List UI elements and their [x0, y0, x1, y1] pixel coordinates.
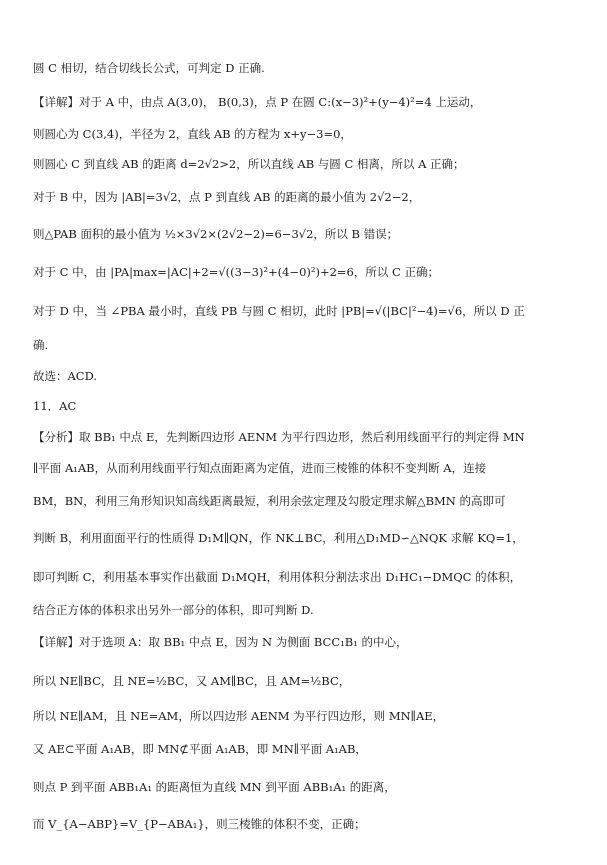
text-line: 结合正方体的体积求出另外一部分的体积，即可判断 D. — [33, 603, 314, 617]
text-line: 所以 NE∥BC，且 NE=½BC，又 AM∥BC，且 AM=½BC， — [33, 674, 351, 688]
text-line: 对于 B 中，因为 |AB|=3√2，点 P 到直线 AB 的距离的最小值为 2√2−2， — [33, 190, 421, 204]
text-line: 【分析】取 BB₁ 中点 E，先判断四边形 AENM 为平行四边形，然后利用线面平行的判定得 MN — [33, 430, 525, 444]
text-line: 判断 B，利用面面平行的性质得 D₁M∥QN，作 NK⊥BC，利用△D₁MD∽△NQK 求解 KQ=1， — [33, 531, 524, 545]
text-line: 则圆心为 C(3,4)，半径为 2，直线 AB 的方程为 x+y−3=0， — [33, 127, 352, 141]
text-line: BM，BN，利用三角形知识知高线距离最短，利用余弦定理及勾股定理求解△BMN 的高即可 — [33, 494, 506, 508]
text-line: 确. — [33, 338, 49, 352]
text-line: ∥平面 A₁AB，从而利用线面平行知点面距离为定值，进而三棱锥的体积不变判断 A，连接 — [33, 461, 487, 475]
text-line: 【详解】对于 A 中，由点 A(3,0)， B(0,3)，点 P 在圆 C:(x−3)²+(y−4)²=4 上运动， — [33, 95, 482, 109]
text-line: 而 V_{A−ABP}=V_{P−ABA₁}，则三棱锥的体积不变，正确； — [33, 817, 366, 831]
text-line: 所以 NE∥AM，且 NE=AM，所以四边形 AENM 为平行四边形，则 MN∥AE， — [33, 709, 445, 723]
text-line: 对于 D 中，当 ∠PBA 最小时，直线 PB 与圆 C 相切，此时 |PB|=√(|BC|²−4)=√6，所以 D 正 — [33, 304, 525, 318]
text-line: 则△PAB 面积的最小值为 ½×3√2×(2√2−2)=6−3√2，所以 B 错误； — [33, 227, 399, 241]
text-line: 即可判断 C，利用基本事实作出截面 D₁MQH，利用体积分割法求出 D₁HC₁−DMQC 的体积， — [33, 570, 522, 584]
text-line: 则圆心 C 到直线 AB 的距离 d=2√2>2，所以直线 AB 与圆 C 相离，所以 A 正确； — [33, 157, 465, 171]
text-line: 圆 C 相切，结合切线长公式，可判定 D 正确. — [33, 61, 265, 75]
text-line: 对于 C 中，由 |PA|max=|AC|+2=√((3−3)²+(4−0)²)+2=6，所以 C 正确； — [33, 265, 439, 279]
text-line: 又 AE⊂平面 A₁AB，即 MN⊄平面 A₁AB，即 MN∥平面 A₁AB， — [33, 742, 367, 756]
section-number: 11．AC — [33, 399, 77, 413]
text-line: 【详解】对于选项 A：取 BB₁ 中点 E，因为 N 为侧面 BCC₁B₁ 的中心， — [33, 635, 408, 649]
text-line: 则点 P 到平面 ABB₁A₁ 的距离恒为直线 MN 到平面 ABB₁A₁ 的距离， — [33, 780, 396, 794]
text-line: 故选：ACD. — [33, 369, 98, 383]
